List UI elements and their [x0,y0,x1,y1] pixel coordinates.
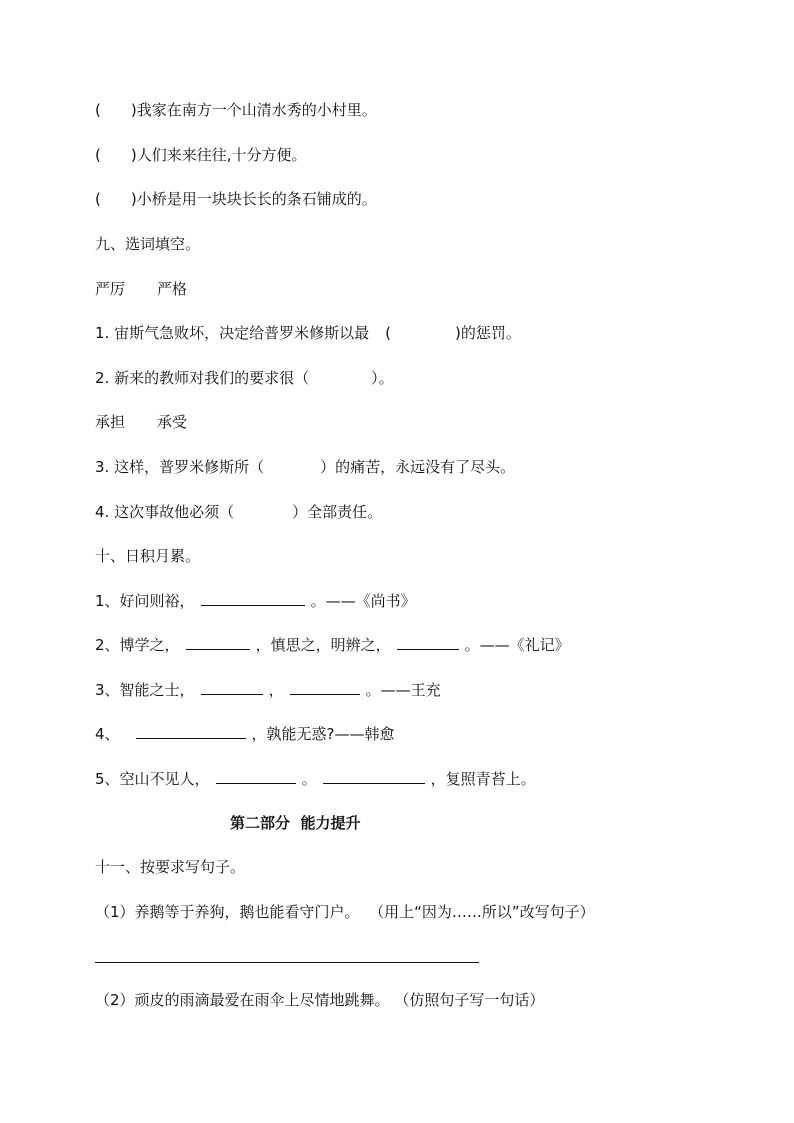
section-10-title: 十、日积月累。 [95,547,201,565]
answer-underline[interactable] [397,635,459,650]
word-pair-2: 承担 承受 [95,413,188,431]
recite-line-5: 5、空山不见人， 。 ，复照青苔上。 [95,770,536,788]
section-11-title: 十一、按要求写句子。 [95,858,246,876]
recite-line-3: 3、智能之士， ， 。——王充 [95,681,441,699]
word-pair-1: 严厉 严格 [95,280,188,298]
answer-underline[interactable] [216,769,296,784]
answer-underline[interactable] [201,591,305,606]
answer-underline[interactable] [323,769,425,784]
fill-question-2: 2. 新来的教师对我们的要求很（ ）。 [95,369,394,387]
rewrite-task-1: （1）养鹅等于养狗，鹅也能看守门户。 （用上“因为……所以”改写句子） [95,903,595,921]
answer-underline[interactable] [290,680,360,695]
recite-line-2: 2、博学之， ，慎思之，明辨之， 。——《礼记》 [95,636,570,654]
answer-line[interactable] [95,962,479,963]
part-2-heading: 第二部分 能力提升 [230,814,361,832]
section-9-title: 九、选词填空。 [95,235,201,253]
fill-question-3: 3. 这样，普罗米修斯所（ ）的痛苦，永远没有了尽头。 [95,458,516,476]
answer-underline[interactable] [201,680,263,695]
answer-underline[interactable] [136,724,246,739]
recite-line-4: 4、 ，孰能无惑?——韩愈 [95,725,395,743]
fill-question-1: 1. 宙斯气急败坏，决定给普罗米修斯以最 ( )的惩罚。 [95,324,521,342]
answer-underline[interactable] [186,635,250,650]
recite-line-1: 1、好问则裕， 。——《尚书》 [95,592,416,610]
judge-line-2: ( )人们来来往往,十分方便。 [95,146,307,164]
judge-line-1: ( )我家在南方一个山清水秀的小村里。 [95,101,377,119]
judge-line-3: ( )小桥是用一块块长长的条石铺成的。 [95,190,377,208]
fill-question-4: 4. 这次事故他必须（ ）全部责任。 [95,503,383,521]
rewrite-task-2: （2）顽皮的雨滴最爱在雨伞上尽情地跳舞。 （仿照句子写一句话） [95,991,545,1009]
